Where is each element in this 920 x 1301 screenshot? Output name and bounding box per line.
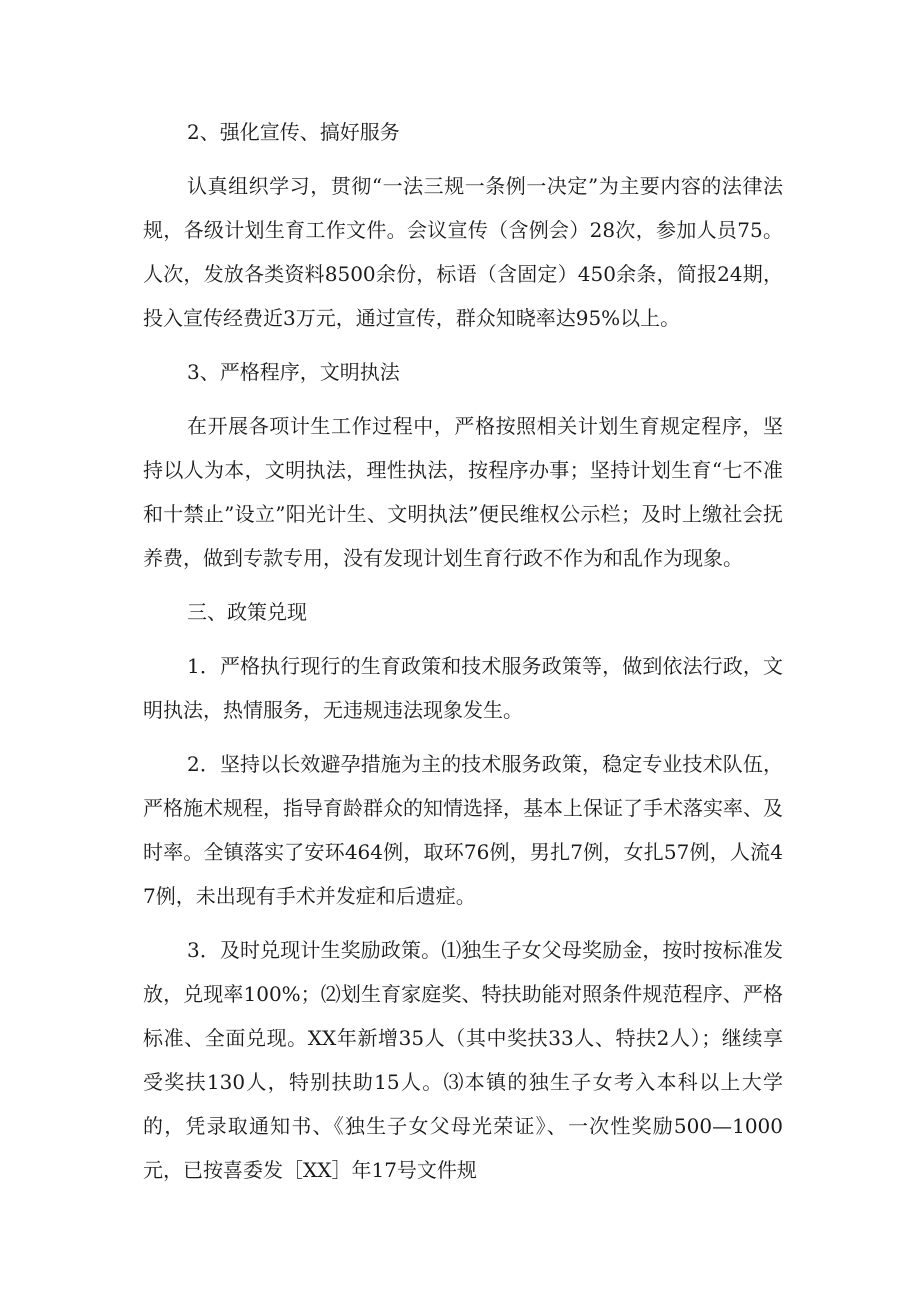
section-heading-publicity: 2、强化宣传、搞好服务: [187, 120, 400, 144]
paragraph-policy-item-3: 3．及时兑现计生奖励政策。⑴独生子女父母奖励金，按时按标准发放，兑现率100%；⑵划生育家庭奖、特扶助能对照条件规范程序、严格标准、全面兑现。XX年新增35人（其中奖扶33人、特扶2人）；继续享受奖扶130人，特别扶助15人。⑶本镇的独生子女考入本科以上大学的，凭录取通知书、《独生子女父母光荣证》、一次性奖励500—1000元，已按喜委发［XX］年17号文件规: [143, 938, 783, 1182]
paragraph-procedure: 在开展各项计生工作过程中，严格按照相关计划生育规定程序，坚持以人为本，文明执法，理性执法，按程序办事；坚持计划生育“七不准和十禁止”设立”阳光计生、文明执法”便民维权公示栏；及时上缴社会抚养费，做到专款专用，没有发现计划生育行政不作为和乱作为现象。: [143, 414, 783, 570]
document-body: [143, 110, 783, 1202]
section-heading-procedure: 3、严格程序，文明执法: [187, 360, 400, 384]
paragraph-policy-item-1: 1．严格执行现行的生育政策和技术服务政策等，做到依法行政，文明执法，热情服务，无违规违法现象发生。: [143, 654, 783, 722]
section-heading-policy: 三、政策兑现: [187, 600, 307, 624]
paragraph-policy-item-2: 2．坚持以长效避孕措施为主的技术服务政策，稳定专业技术队伍，严格施术规程，指导育龄群众的知情选择，基本上保证了手术落实率、及时率。全镇落实了安环464例，取环76例，男扎7例，女扎57例，人流47例，未出现有手术并发症和后遗症。: [143, 752, 783, 908]
paragraph-publicity: 认真组织学习，贯彻“一法三规一条例一决定”为主要内容的法律法规，各级计划生育工作文件。会议宣传（含例会）28次，参加人员75。人次，发放各类资料8500余份，标语（含固定）450余条，简报24期，投入宣传经费近3万元，通过宣传，群众知晓率达95%以上。: [143, 174, 783, 330]
